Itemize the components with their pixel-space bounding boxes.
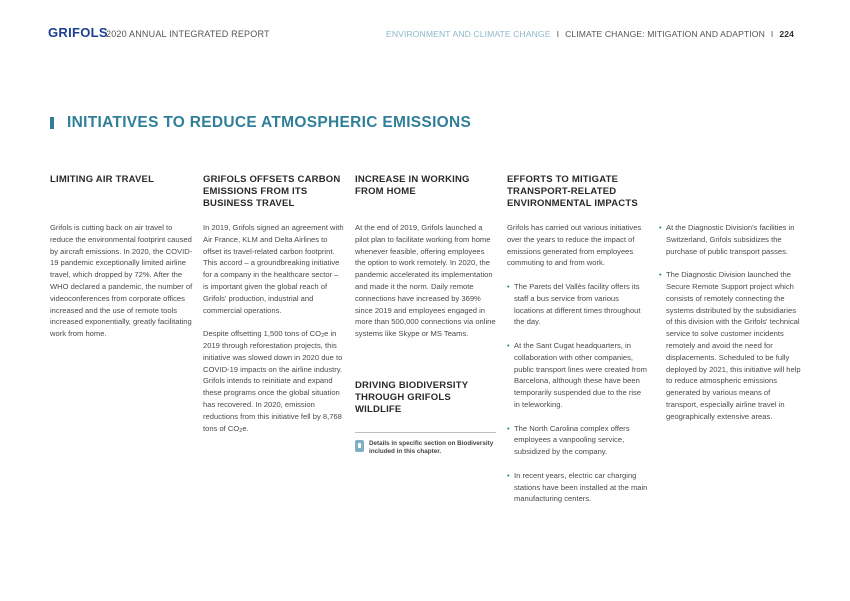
column-4-body <box>507 222 649 517</box>
column-1-body <box>50 222 193 352</box>
breadcrumb-subsection[interactable]: CLIMATE CHANGE: MITIGATION AND ADAPTION <box>565 29 765 39</box>
report-title: 2020 ANNUAL INTEGRATED REPORT <box>106 29 270 39</box>
paragraph: Grifols is cutting back on air travel to reduce the environmental footprint caused by aircraft emissions. In 2020, the COVID-19 pandemic exceptionally limited airline travel, which dropped by 72%. After the WHO declared a pandemic, the number of videoconferences from corporate offices increased and the use of remote tools increased exponentially, greatly facilitating work from home. <box>50 223 193 339</box>
list-item: • At the Diagnostic Division's facilities in Switzerland, Grifols subsidizes the purchase of public transport passes. <box>659 222 801 257</box>
heading-working-from-home: INCREASE IN WORKING FROM HOME <box>355 174 470 197</box>
list-item: • The Diagnostic Division launched the Secure Remote Support project which consists of remotely connecting the systems distributed by the subsidiaries of this division with the Grifols' technical service to solve customer incidents remotely and avoid the need for displacements. Scheduled to be fully deployed by 2021, this initiative will help to reduce atmospheric emissions generated by various means of transport, especially airline travel in geographically extensive areas. <box>659 269 801 422</box>
list-item: • In recent years, electric car charging stations have been installed at the main manufacturing centers. <box>507 470 649 505</box>
column-5-body <box>659 222 801 434</box>
page-number: 224 <box>779 29 795 39</box>
section-title-marker <box>50 117 54 129</box>
transport-initiatives-list <box>507 281 649 505</box>
heading-biodiversity: DRIVING BIODIVERSITY THROUGH GRIFOLS WILDLIFE <box>355 380 469 415</box>
paragraph: In 2019, Grifols signed an agreement with Air France, KLM and Delta Airlines to offset its travel-related carbon footprint. This accord – a groundbreaking initiative for a company in the healthcare sector – is important given the global reach of Grifols' production, industrial and commercial operations. <box>203 223 344 315</box>
grifols-logo: GRIFOLS <box>48 25 108 40</box>
breadcrumb-section[interactable]: ENVIRONMENT AND CLIMATE CHANGE <box>386 29 551 39</box>
breadcrumb <box>386 29 794 39</box>
list-item: • The Parets del Vallès facility offers its staff a bus service from various locations at different times throughout the day. <box>507 281 649 328</box>
diagnostic-initiatives-list <box>659 222 801 423</box>
list-item: • At the Sant Cugat headquarters, in collaboration with other companies, public transport lines were created from Barcelona, although these have been temporarily suspended due to the rise in teleworking. <box>507 340 649 411</box>
biodiversity-note[interactable]: Details in specific section on Biodiversity included in this chapter. <box>369 440 494 456</box>
column-2-body <box>203 222 345 446</box>
paragraph: Despite offsetting 1,500 tons of $CO_2e$ in 2019 through reforestation projects, this initiative was slowed down in 2020 due to COVID-19 impacts on the airline industry. Grifols intends to reinitiate and expand these programs once the global situation has recovered. In 2020, emission reductions from this initiative fell by 8,768 tons of $CO_2e$. <box>203 329 343 434</box>
paragraph: At the end of 2019, Grifols launched a pilot plan to facilitate working from home whenever feasible, offering employees the option to work remotely. In 2020, the pandemic accelerated its implementation and made it the norm. Daily remote connections have increased by 369% since 2019 and employees engaged in more than 500,000 connections via online systems like Skype or MS Teams. <box>355 223 496 339</box>
list-item: • The North Carolina complex offers employees a vanpooling service, subsidized by the company. <box>507 423 649 458</box>
breadcrumb-separator: I <box>556 29 560 39</box>
heading-transport-impacts: EFFORTS TO MITIGATE TRANSPORT-RELATED ENVIRONMENTAL IMPACTS <box>507 174 638 209</box>
section-title: INITIATIVES TO REDUCE ATMOSPHERIC EMISSIONS <box>67 114 472 131</box>
paragraph: Grifols has carried out various initiatives over the years to reduce the impact of emissions generated from employees commuting to and from work. <box>507 223 642 268</box>
info-icon <box>355 440 364 452</box>
breadcrumb-separator-2: I <box>770 29 774 39</box>
heading-limiting-air-travel: LIMITING AIR TRAVEL <box>50 174 155 185</box>
column-3-body <box>355 222 497 352</box>
heading-carbon-offsets: GRIFOLS OFFSETS CARBON EMISSIONS FROM ITS BUSINESS TRAVEL <box>203 174 341 209</box>
divider <box>355 432 496 433</box>
